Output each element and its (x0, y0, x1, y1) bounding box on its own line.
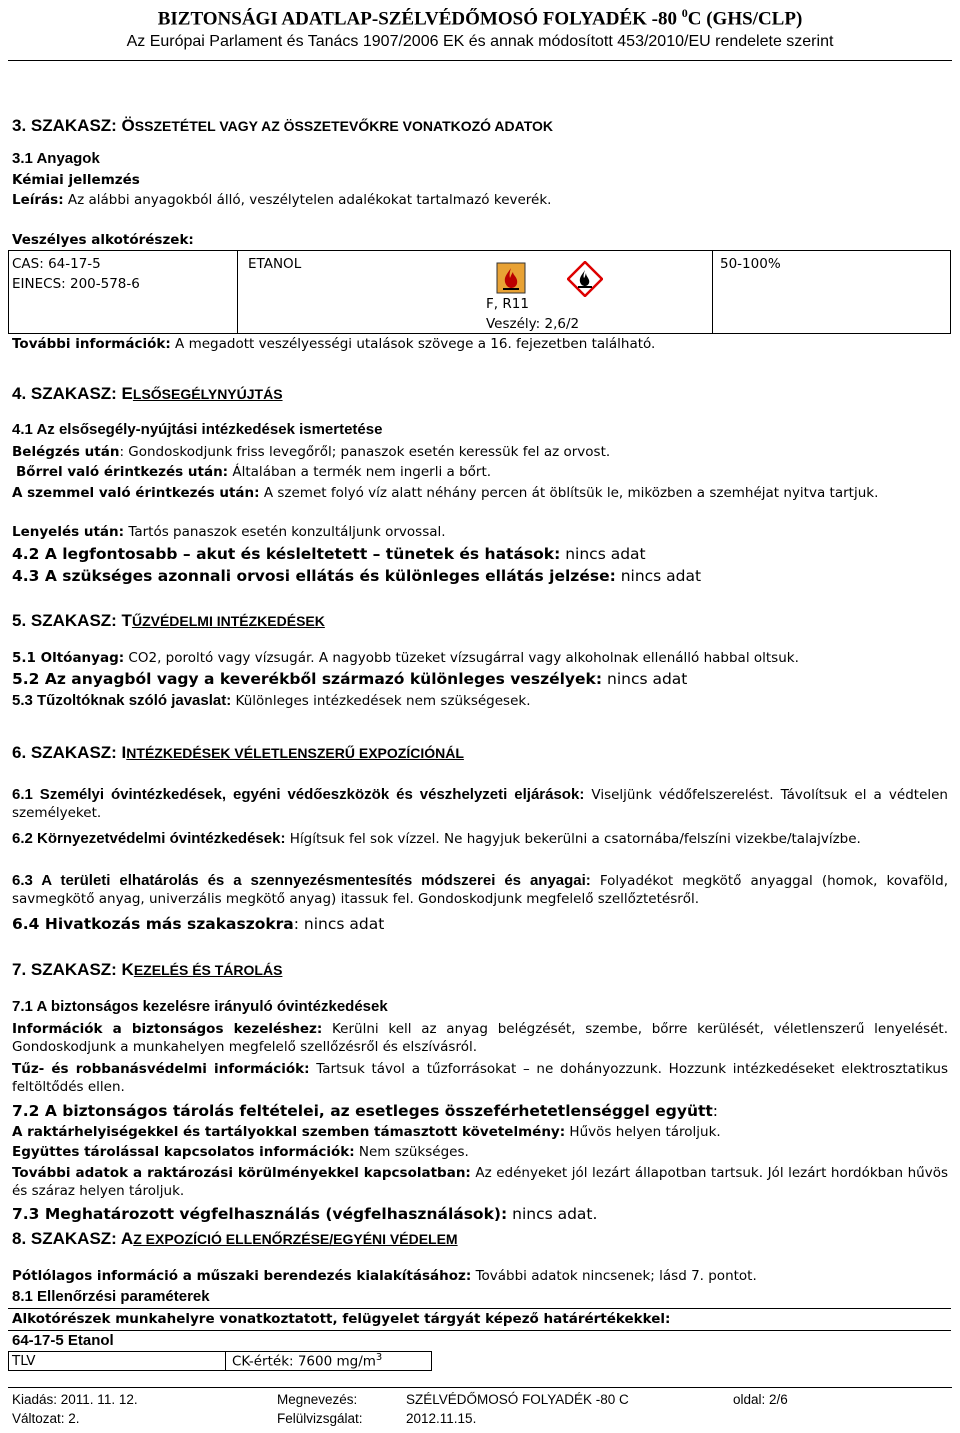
issue-date: Kiadás: 2011. 11. 12. (12, 1392, 138, 1407)
after-ingestion: Lenyelés után: Tartós panaszok esetén konzultáljunk orvossal. (12, 524, 446, 540)
additional-info: Pótlólagos információ a műszaki berendezés kialakításához: További adatok nincsenek; lásd 7. pontot. (12, 1268, 757, 1284)
section-3-heading: 3. SZAKASZ: ÖSSZETÉTEL VAGY AZ ÖSSZETEVŐKRE VONATKOZÓ ADATOK (12, 116, 554, 135)
section-6-3: 6.3 A területi elhatárolás és a szennyezésmentesítés módszerei és anyagai: Folyadékot megkötő anyaggal (homok, kovaföld, savmegkötő anyag, univerzális megkötő anyag) itassuk fel. Gondoskodjunk megfelelő szellőztetésről. (12, 872, 948, 907)
name-label: Megnevezés: (277, 1392, 358, 1407)
section-7-2: 7.2 A biztonságos tárolás feltételei, az esetleges összeférhetetlenséggel együtt: (12, 1102, 719, 1120)
table-border-right (950, 250, 951, 334)
danger-class: Veszély: 2,6/2 (486, 316, 580, 332)
footer-divider (8, 1387, 952, 1388)
concentration: 50-100% (720, 256, 781, 272)
after-skin-contact: Bőrrel való érintkezés után: Általában a termék nem ingerli a bőrt. (16, 464, 492, 480)
joint-storage-info: Együttes tárolással kapcsolatos információk: Nem szükséges. (12, 1144, 469, 1160)
einecs-number: EINECS: 200-578-6 (12, 276, 140, 292)
section-5-2: 5.2 Az anyagból vagy a keverékből származó különleges veszélyek: nincs adat (12, 670, 688, 688)
table-border-col2 (712, 250, 713, 334)
ghs02-flame-pictogram-icon (567, 261, 603, 297)
section-6-heading: 6. SZAKASZ: INTÉZKEDÉSEK VÉLETLENSZERŰ EXPOZÍCIÓNÁL (12, 743, 464, 762)
params-border-2 (8, 1330, 951, 1331)
table-border-top (8, 250, 951, 251)
further-information: További információk: A megadott veszélyességi utalások szövege a 16. fejezetben található. (12, 336, 656, 352)
section-3-1-heading: 3.1 Anyagok (12, 150, 100, 167)
section-8-1-heading: 8.1 Ellenőrzési paraméterek (12, 1288, 210, 1305)
section-5-heading: 5. SZAKASZ: TŰZVÉDELMI INTÉZKEDÉSEK (12, 611, 325, 630)
hazardous-components-label: Veszélyes alkotórészek: (12, 232, 194, 248)
params-border-mid (225, 1351, 226, 1371)
section-6-4: 6.4 Hivatkozás más szakaszokra: nincs adat (12, 915, 385, 933)
table-border-bottom (8, 333, 951, 334)
section-7-heading: 7. SZAKASZ: KEZELÉS ÉS TÁROLÁS (12, 960, 283, 979)
after-eye-contact: A szemmel való érintkezés után: A szemet folyó víz alatt néhány percen át öblítsük le, miközben a szemhéjat nyitva tartjuk. (12, 485, 879, 501)
review-label: Felülvizsgálat: (277, 1411, 363, 1426)
table-border-col1 (237, 250, 238, 334)
params-border-4 (8, 1370, 432, 1371)
section-7-3: 7.3 Meghatározott végfelhasználás (végfelhasználások): nincs adat. (12, 1205, 598, 1223)
product-name: SZÉLVÉDŐMOSÓ FOLYADÉK -80 C (406, 1392, 629, 1407)
storage-requirements: A raktárhelyiségekkel és tartályokkal szemben támasztott követelmény: Hűvös helyen tároljuk. (12, 1124, 721, 1140)
params-border-left (8, 1351, 9, 1371)
flame-pictogram-icon (496, 262, 526, 294)
table-border-left (8, 250, 9, 334)
ck-value: CK-érték: 7600 $mg/m^3$ (232, 1352, 383, 1370)
document-title: BIZTONSÁGI ADATLAP-SZÉLVÉDŐMOSÓ FOLYADÉK -80 $^0$C (GHS/CLP) (157, 6, 803, 30)
classification: F, R11 (486, 296, 529, 312)
section-4-2: 4.2 A legfontosabb – akut és késleltetett – tünetek és hatások: nincs adat (12, 545, 646, 563)
section-4-1-heading: 4.1 Az elsősegély-nyújtási intézkedések ismertetése (12, 421, 383, 438)
cas-number: CAS: 64-17-5 (12, 256, 101, 272)
params-border-top (8, 1308, 951, 1309)
section-5-1: 5.1 Oltóanyag: CO2, poroltó vagy vízsugár. A nagyobb tüzeket vízsugárral vagy alkoholnak ellenálló habbal oltsuk. (12, 650, 799, 666)
section-6-2: 6.2 Környezetvédelmi óvintézkedések: Hígítsuk fel sok vízzel. Ne hagyjuk bekerülni a csatornába/felszíni vizekbe/talajvízbe. (12, 830, 861, 847)
description: Leírás: Az alábbi anyagokból álló, veszélytelen adalékokat tartalmazó keverék. (12, 192, 552, 208)
chemical-characterization-label: Kémiai jellemzés (12, 172, 140, 188)
section-6-1: 6.1 Személyi óvintézkedések, egyéni védőeszközök és vészhelyzeti eljárások: Viseljünk védőfelszerelést. Távolítsuk el a védtelen személyeket. (12, 786, 948, 821)
section-8-heading: 8. SZAKASZ: AZ EXPOZÍCIÓ ELLENŐRZÉSE/EGYÉNI VÉDELEM (12, 1229, 458, 1248)
params-border-right (431, 1351, 432, 1371)
after-inhalation: Belégzés után: Gondoskodjunk friss levegőről; panaszok esetén keressük fel az orvost. (12, 444, 611, 460)
substance-name: ETANOL (248, 256, 302, 272)
header-divider (8, 60, 952, 61)
review-date: 2012.11.15. (406, 1411, 477, 1426)
page-number: oldal: 2/6 (733, 1392, 788, 1407)
section-4-heading: 4. SZAKASZ: ELSŐSEGÉLYNYÚJTÁS (12, 384, 283, 403)
section-4-3: 4.3 A szükséges azonnali orvosi ellátás és különleges ellátás jelzése: nincs adat (12, 567, 702, 585)
section-7-1-heading: 7.1 A biztonságos kezelésre irányuló óvintézkedések (12, 998, 388, 1015)
document-subtitle: Az Európai Parlament és Tanács 1907/2006 EK és annak módosított 453/2010/EU rendelete szerint (126, 33, 834, 50)
components-with-limits-label: Alkotórészek munkahelyre vonatkoztatott, felügyelet tárgyát képező határértékekkel: (12, 1311, 671, 1327)
tlv-label: TLV (12, 1353, 36, 1369)
version: Változat: 2. (12, 1411, 80, 1426)
safe-handling-info: Információk a biztonságos kezeléshez: Kerülni kell az anyag belégzését, szembe, bőrre kerülését, véletlenszerű lenyelését. Gondoskodjunk a munkahelyen megfelelő szellőzésről és elszívásról. (12, 1021, 948, 1055)
section-5-3: 5.3 Tűzoltóknak szóló javaslat: Különleges intézkedések nem szükségesek. (12, 692, 531, 709)
component-id: 64-17-5 Etanol (12, 1332, 114, 1349)
fire-explosion-info: Tűz- és robbanásvédelmi információk: Tartsuk távol a tűzforrásokat – ne dohányozzunk. Hozzunk intézkedéseket elektrosztatikus feltöltődés ellen. (12, 1061, 948, 1095)
further-storage-info: További adatok a raktározási körülményekkel kapcsolatban: Az edényeket jól lezárt állapotban tartsuk. Jól lezárt hordókban hűvös és száraz helyen tároljuk. (12, 1165, 948, 1199)
